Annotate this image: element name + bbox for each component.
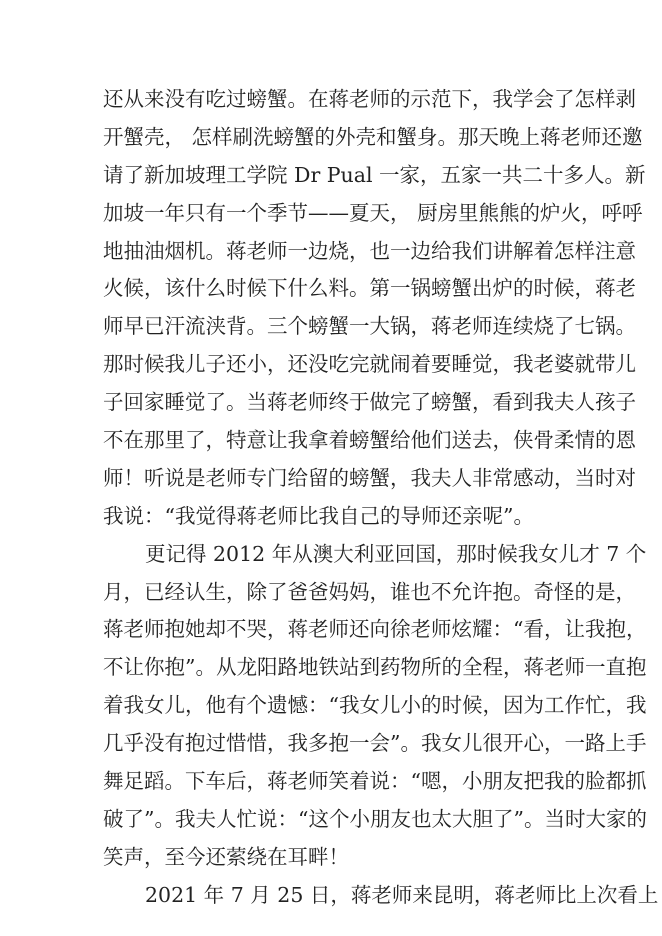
- text-line: 舞足蹈。下车后，蒋老师笑着说：“嗯，小朋友把我的脸都抓: [103, 769, 647, 794]
- text-line: 那时候我儿子还小，还没吃完就闹着要睡觉，我老婆就带儿: [103, 352, 636, 377]
- text-line: 月，已经认生，除了爸爸妈妈，谁也不允许抱。奇怪的是，: [103, 579, 636, 604]
- text-line: 加坡一年只有一个季节——夏天， 厨房里熊熊的炉火，呼呼: [103, 200, 643, 225]
- text-line: 火候，该什么时候下什么料。第一锅螃蟹出炉的时候，蒋老: [103, 276, 636, 301]
- text-line: 地抽油烟机。蒋老师一边烧，也一边给我们讲解着怎样注意: [103, 238, 636, 263]
- text-line: 蒋老师抱她却不哭，蒋老师还向徐老师炫耀：“看，让我抱，: [103, 617, 647, 642]
- paragraph-crab-dinner: [103, 81, 646, 536]
- text-line: 几乎没有抱过惜惜，我多抱一会”。我女儿很开心，一路上手: [103, 731, 647, 756]
- text-line: 师！听说是老师专门给留的螃蟹，我夫人非常感动，当时对: [103, 465, 636, 490]
- text-line: 还从来没有吃过螃蟹。在蒋老师的示范下，我学会了怎样剥: [103, 87, 636, 111]
- text-line: 师早已汗流浃背。三个螃蟹一大锅，蒋老师连续烧了七锅。: [103, 314, 636, 339]
- text-line: 不让你抱”。从龙阳路地铁站到药物所的全程，蒋老师一直抱: [103, 655, 647, 680]
- text-line: 2021 年 7 月 25 日，蒋老师来昆明，蒋老师比上次看上: [145, 882, 659, 907]
- paragraph-2021-visit: [103, 877, 659, 915]
- text-line: 破了”。我夫人忙说：“这个小朋友也太大胆了”。当时大家的: [103, 806, 647, 831]
- text-line: 笑声，至今还萦绕在耳畔！: [103, 844, 349, 869]
- paragraph-2012-return: [103, 536, 647, 877]
- text-line: 更记得 2012 年从澳大利亚回国，那时候我女儿才 7 个: [145, 541, 647, 566]
- text-line: 着我女儿，他有个遗憾：“我女儿小的时候，因为工作忙，我: [103, 693, 647, 718]
- text-line: 开蟹壳， 怎样刷洗螃蟹的外壳和蟹身。那天晚上蒋老师还邀: [103, 124, 643, 149]
- text-line: 子回家睡觉了。当蒋老师终于做完了螃蟹，看到我夫人孩子: [103, 390, 636, 415]
- document-page: [103, 81, 659, 915]
- text-line: 请了新加坡理工学院 Dr Pual 一家，五家一共二十多人。新: [103, 162, 646, 187]
- text-line: 我说：“我觉得蒋老师比我自己的导师还亲呢”。: [103, 503, 534, 528]
- text-line: 不在那里了，特意让我拿着螃蟹给他们送去，侠骨柔情的恩: [103, 428, 636, 453]
